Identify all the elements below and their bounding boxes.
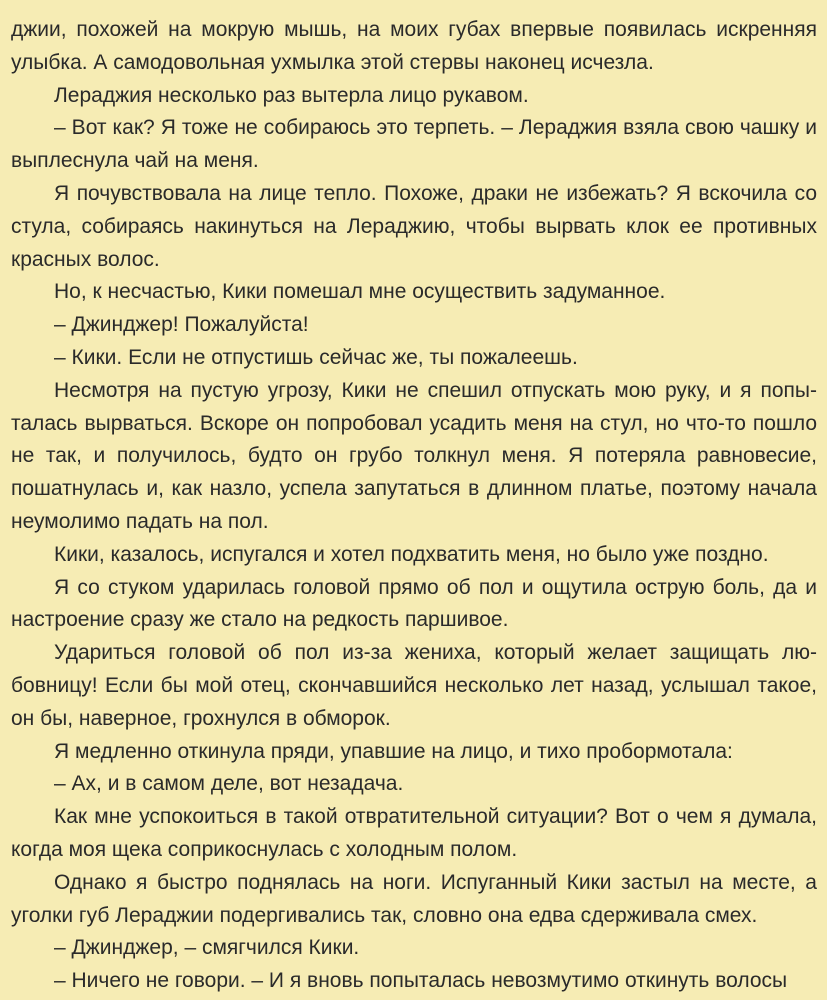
book-text <box>11 14 817 998</box>
paragraph: Кики, казалось, испугался и хотел подхватить меня, но было уже поздно. <box>54 542 769 566</box>
paragraph: Как мне успокоиться в такой отвратительной ситуации? Вот о чем я думала, когда моя щека соприкоснулась с холодным полом. <box>11 805 817 861</box>
dialogue-paragraph: – Джинджер! Пожалуйста! <box>54 313 309 337</box>
dialogue-paragraph: – Вот как? Я тоже не собираюсь это терпеть. – Лераджия взяла свою чашку и выплеснула чай на меня. <box>11 116 817 173</box>
paragraph: Лераджия несколько раз вытерла лицо рукавом. <box>54 83 529 107</box>
paragraph: Я медленно откинула пряди, упавшие на лицо, и тихо пробормотала: <box>54 739 733 763</box>
paragraph: Я со стуком ударилась головой прямо об пол и ощутила острую боль, да и настроение сразу же стало на редкость паршивое. <box>11 575 817 632</box>
dialogue-paragraph: – Джинджер, – смягчился Кики. <box>54 936 360 960</box>
paragraph: Однако я быстро поднялась на ноги. Испуганный Кики застыл на месте, а уголки губ Лераджии подергивались так, словно она едва сдерживала смех. <box>11 870 817 927</box>
dialogue-paragraph: – Ничего не говори. – И я вновь попыталась невозмутимо откинуть волосы <box>54 969 788 993</box>
paragraph: Я почувствовала на лице тепло. Похоже, драки не избежать? Я вскочила со стула, собираясь накинуться на Лераджию, чтобы вырвать клок ее противных красных волос. <box>11 181 817 271</box>
dialogue-paragraph: – Ах, и в самом деле, вот незадача. <box>54 772 404 796</box>
dialogue-paragraph: – Кики. Если не отпустишь сейчас же, ты пожалеешь. <box>54 345 578 369</box>
paragraph: Но, к несчастью, Кики помешал мне осуществить задуманное. <box>54 280 666 304</box>
paragraph-continuation: джии, похожей на мокрую мышь, на моих губах впервые появилась искренняя улыбка. А самодовольная ухмылка этой стервы наконец исчезла. <box>11 18 817 74</box>
paragraph: Несмотря на пустую угрозу, Кики не спешил отпускать мою руку, и я попыталась вырваться. Вскоре он попробовал усадить меня на стул, но что-то пошло не так, и получилось, будто он грубо толкнул меня. Я потеряла равновесие, пошатнулась и, как назло, успела запутаться в длинном платье, поэтому начала неумолимо падать на пол. <box>11 378 817 533</box>
paragraph: Удариться головой об пол из-за жениха, который желает защищать любовницу! Если бы мой отец, скончавшийся несколько лет назад, услышал такое, он бы, наверное, грохнулся в обморок. <box>11 641 817 730</box>
